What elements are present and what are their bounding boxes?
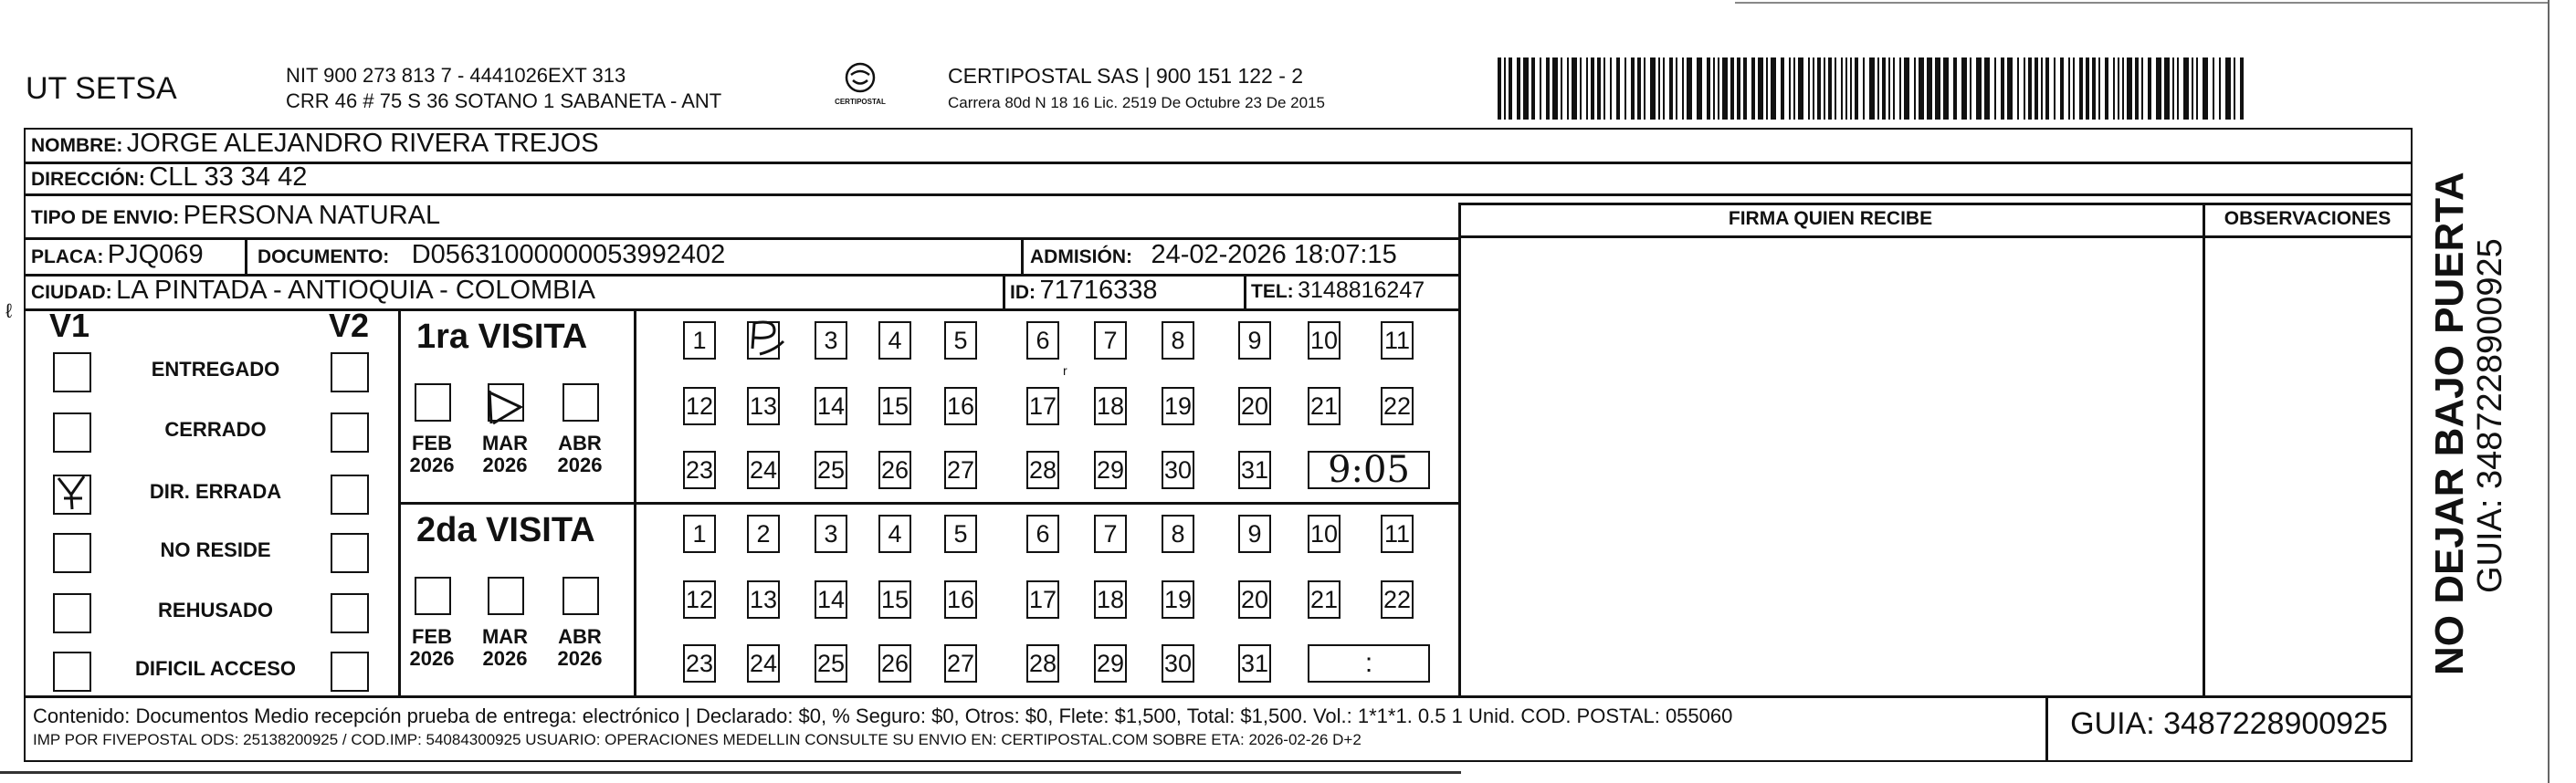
v1-checkbox[interactable] xyxy=(53,352,91,392)
month-name: ABR xyxy=(558,432,602,454)
day-box[interactable]: 5 xyxy=(944,515,977,553)
tipo-envio-label: TIPO DE ENVIO: xyxy=(31,207,180,228)
tipo-envio-value: PERSONA NATURAL xyxy=(183,201,441,230)
day-box[interactable]: 14 xyxy=(815,580,847,619)
day-box[interactable]: 26 xyxy=(878,451,911,489)
day-box[interactable]: 24 xyxy=(747,644,780,683)
day-box[interactable]: 31 xyxy=(1238,644,1271,683)
day-box[interactable]: 7 xyxy=(1094,515,1127,553)
time-box[interactable]: 9:05 xyxy=(1308,451,1430,489)
day-box[interactable]: 15 xyxy=(878,580,911,619)
v2-checkbox[interactable] xyxy=(331,652,369,692)
day-box[interactable]: 19 xyxy=(1162,580,1194,619)
tipo-envio-row xyxy=(31,201,440,231)
day-box[interactable]: 1 xyxy=(683,321,716,360)
day-box[interactable]: 8 xyxy=(1162,515,1194,553)
signature-area[interactable] xyxy=(1461,237,2201,694)
v1-header: V1 xyxy=(49,307,90,344)
day-box[interactable]: 9 xyxy=(1238,515,1271,553)
day-box[interactable]: 28 xyxy=(1026,451,1059,489)
month-year: 2026 xyxy=(409,454,455,476)
vertical-guia: GUIA: 3487228900925 xyxy=(2471,238,2509,593)
documento-label: DOCUMENTO: xyxy=(258,246,390,267)
day-box[interactable]: 21 xyxy=(1308,580,1341,619)
firma-header: FIRMA QUIEN RECIBE xyxy=(1728,208,1933,229)
direccion-label: DIRECCIÓN: xyxy=(31,169,145,190)
carrier-line: CERTIPOSTAL SAS | 900 151 122 - 2 xyxy=(948,64,1304,88)
day-box[interactable]: 27 xyxy=(944,451,977,489)
day-box[interactable]: 16 xyxy=(944,387,977,425)
v1-checkbox[interactable] xyxy=(53,412,91,453)
ciudad-field xyxy=(31,276,595,306)
company-name: UT SETSA xyxy=(26,71,177,106)
day-box[interactable]: 4 xyxy=(878,515,911,553)
carrier-address: Carrera 80d N 18 16 Lic. 2519 De Octubre 23 De 2015 xyxy=(948,94,1325,111)
day-box[interactable]: 16 xyxy=(944,580,977,619)
month-checkbox[interactable] xyxy=(563,577,599,615)
scan-edge xyxy=(1735,2,2548,4)
v2-checkbox[interactable] xyxy=(331,533,369,573)
day-box[interactable]: 12 xyxy=(683,580,716,619)
status-option-label: DIR. ERRADA xyxy=(149,480,282,503)
day-box[interactable]: 28 xyxy=(1026,644,1059,683)
scan-edge xyxy=(2548,0,2550,783)
id-value: 71716338 xyxy=(1039,276,1158,305)
status-option-label: CERRADO xyxy=(164,418,267,441)
month-name: MAR xyxy=(481,625,529,648)
day-box[interactable]: 20 xyxy=(1238,580,1271,619)
direccion-value: CLL 33 34 42 xyxy=(149,162,308,192)
contenido-line: Contenido: Documentos Medio recepción prueba de entrega: electrónico | Declarado: $0, % Seguro: $0, Otros: $0, Flete: $1,500, Total: $1,500. Vol.: 1*1*1. 0.5 1 Unid. COD. POSTAL: 055060 xyxy=(33,705,1733,727)
month-checkbox[interactable] xyxy=(415,383,451,422)
v1-checkbox[interactable] xyxy=(53,652,91,692)
day-box[interactable]: 7 xyxy=(1094,321,1127,360)
ciudad-label: CIUDAD: xyxy=(31,282,112,303)
day-box[interactable]: 21 xyxy=(1308,387,1341,425)
day-box[interactable]: 4 xyxy=(878,321,911,360)
no-dejar-warning: NO DEJAR BAJO PUERTA xyxy=(2427,172,2472,675)
month-name: MAR xyxy=(481,432,529,454)
imp-line: IMP POR FIVEPOSTAL ODS: 25138200925 / COD.IMP: 54084300925 USUARIO: OPERACIONES MEDELLIN CONSULTE SU ENVIO EN: CERTIPOSTAL.COM SOBRE ETA: 2026-02-26 D+2 xyxy=(33,731,1362,748)
visit-title: 1ra VISITA xyxy=(416,318,588,356)
day-box[interactable]: 10 xyxy=(1308,321,1341,360)
day-box[interactable]: 20 xyxy=(1238,387,1271,425)
day-box[interactable]: 30 xyxy=(1162,644,1194,683)
month-name: FEB xyxy=(412,432,452,454)
month-label xyxy=(553,626,606,670)
v2-checkbox[interactable] xyxy=(331,352,369,392)
scan-edge xyxy=(0,771,1461,774)
day-box[interactable]: 6 xyxy=(1026,321,1059,360)
v1-checkbox[interactable] xyxy=(53,533,91,573)
decorative-mark: ℓ xyxy=(5,299,13,322)
day-box[interactable]: 25 xyxy=(815,644,847,683)
nombre-label: NOMBRE: xyxy=(31,135,123,156)
status-option-label: DIFICIL ACCESO xyxy=(134,657,296,680)
documento-field xyxy=(258,240,725,270)
day-box[interactable]: 22 xyxy=(1381,580,1414,619)
day-box[interactable]: 10 xyxy=(1308,515,1341,553)
visit-title: 2da VISITA xyxy=(416,511,595,549)
day-box[interactable]: 5 xyxy=(944,321,977,360)
observaciones-area[interactable] xyxy=(2205,237,2411,694)
day-box[interactable]: 13 xyxy=(747,387,780,425)
admision-value: 24-02-2026 18:07:15 xyxy=(1151,240,1397,269)
month-year: 2026 xyxy=(482,454,528,476)
status-option-label: REHUSADO xyxy=(158,599,273,621)
day-box[interactable]: 3 xyxy=(815,515,847,553)
nit-line: NIT 900 273 813 7 - 4441026EXT 313 xyxy=(286,64,626,87)
day-box[interactable]: 6 xyxy=(1026,515,1059,553)
day-box[interactable]: 29 xyxy=(1094,451,1127,489)
day-box[interactable]: 18 xyxy=(1094,580,1127,619)
day-box[interactable]: 18 xyxy=(1094,387,1127,425)
day-box[interactable]: 11 xyxy=(1381,321,1414,360)
month-label xyxy=(405,626,458,670)
decorative-mark: r xyxy=(1063,363,1067,378)
id-field xyxy=(1010,276,1157,306)
handwritten-check-icon xyxy=(484,385,530,429)
v2-header: V2 xyxy=(329,307,370,344)
certipostal-logo-icon: CERTIPOSTAL xyxy=(833,62,888,117)
day-box[interactable]: 24 xyxy=(747,451,780,489)
day-box[interactable]: 15 xyxy=(878,387,911,425)
month-checkbox[interactable] xyxy=(563,383,599,422)
day-box[interactable]: 9 xyxy=(1238,321,1271,360)
barcode-icon xyxy=(1498,57,2246,120)
nombre-row xyxy=(31,129,599,159)
v1-checkbox[interactable] xyxy=(53,593,91,633)
footer-guia: GUIA: 3487228900925 xyxy=(2070,706,2388,741)
month-label xyxy=(553,433,606,476)
placa-value: PJQ069 xyxy=(107,240,204,269)
day-box[interactable]: 27 xyxy=(944,644,977,683)
nombre-value: JORGE ALEJANDRO RIVERA TREJOS xyxy=(126,129,599,158)
address-line: CRR 46 # 75 S 36 SOTANO 1 SABANETA - ANT xyxy=(286,89,722,112)
admision-label: ADMISIÓN: xyxy=(1030,246,1132,267)
id-label: ID: xyxy=(1010,282,1036,303)
day-box[interactable]: 25 xyxy=(815,451,847,489)
month-name: ABR xyxy=(558,625,602,648)
tel-field xyxy=(1251,277,1425,304)
v2-checkbox[interactable] xyxy=(331,475,369,515)
handwritten-check-icon xyxy=(747,318,789,360)
v2-checkbox[interactable] xyxy=(331,593,369,633)
day-box[interactable]: 22 xyxy=(1381,387,1414,425)
day-box[interactable]: 12 xyxy=(683,387,716,425)
time-box[interactable]: : xyxy=(1308,644,1430,683)
day-box[interactable]: 26 xyxy=(878,644,911,683)
tel-label: TEL: xyxy=(1251,281,1294,302)
day-box[interactable]: 31 xyxy=(1238,451,1271,489)
handwritten-check-icon xyxy=(53,471,95,513)
day-box[interactable]: 11 xyxy=(1381,515,1414,553)
day-box[interactable]: 13 xyxy=(747,580,780,619)
day-box[interactable]: 17 xyxy=(1026,580,1059,619)
ciudad-value: LA PINTADA - ANTIOQUIA - COLOMBIA xyxy=(116,276,595,305)
status-option-label: ENTREGADO xyxy=(151,358,280,381)
observaciones-header: OBSERVACIONES xyxy=(2224,208,2392,229)
tel-value: 3148816247 xyxy=(1298,277,1425,303)
day-box[interactable]: 2 xyxy=(747,515,780,553)
month-label xyxy=(478,433,531,476)
documento-value: D05631000000053992402 xyxy=(411,240,726,269)
month-name: FEB xyxy=(412,625,452,648)
day-box[interactable]: 1 xyxy=(683,515,716,553)
direccion-row xyxy=(31,162,307,193)
month-label xyxy=(478,626,531,670)
month-checkbox[interactable] xyxy=(488,577,524,615)
month-year: 2026 xyxy=(482,647,528,670)
day-box[interactable]: 17 xyxy=(1026,387,1059,425)
day-box[interactable]: 23 xyxy=(683,644,716,683)
month-checkbox[interactable] xyxy=(415,577,451,615)
status-option-label: NO RESIDE xyxy=(160,538,271,561)
day-box[interactable]: 19 xyxy=(1162,387,1194,425)
day-box[interactable]: 8 xyxy=(1162,321,1194,360)
v2-checkbox[interactable] xyxy=(331,412,369,453)
day-box[interactable]: 30 xyxy=(1162,451,1194,489)
month-year: 2026 xyxy=(557,454,603,476)
day-box[interactable]: 3 xyxy=(815,321,847,360)
placa-field xyxy=(31,240,204,270)
day-box[interactable]: 14 xyxy=(815,387,847,425)
day-box[interactable]: 23 xyxy=(683,451,716,489)
placa-label: PLACA: xyxy=(31,246,104,267)
day-box[interactable]: 29 xyxy=(1094,644,1127,683)
month-year: 2026 xyxy=(409,647,455,670)
admision-field xyxy=(1030,240,1397,270)
month-label xyxy=(405,433,458,476)
month-year: 2026 xyxy=(557,647,603,670)
